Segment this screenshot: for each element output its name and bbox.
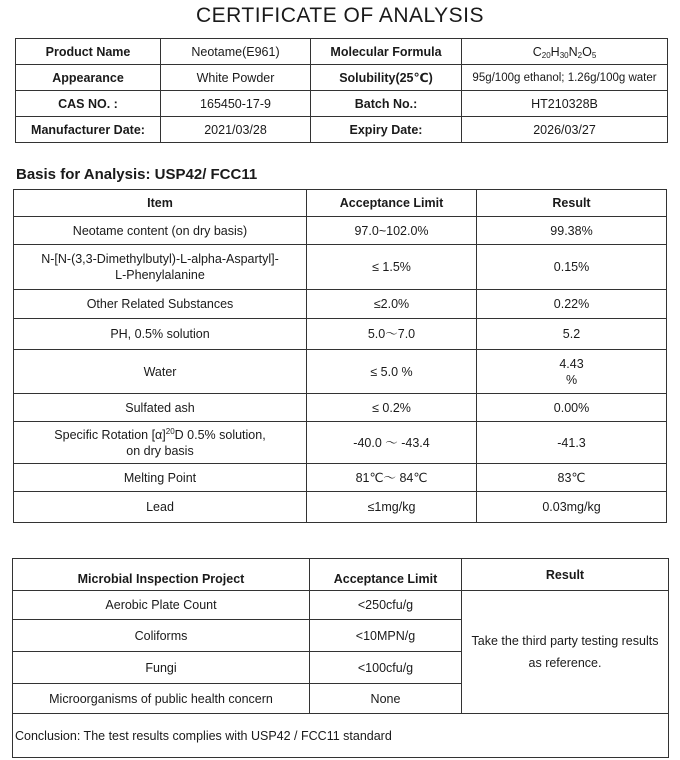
table-row (14, 464, 667, 492)
project-cell: Aerobic Plate Count (13, 591, 310, 620)
result-cell: 0.22% (477, 290, 667, 319)
item-cell (14, 245, 307, 290)
result-cell: -41.3 (477, 422, 667, 464)
microbial-result-cell (462, 591, 669, 714)
result-cell: 0.15% (477, 245, 667, 290)
manufacturer-date-value: 2021/03/28 (161, 117, 311, 143)
batch-label: Batch No.: (311, 91, 462, 117)
product-info-row (16, 65, 668, 91)
limit-cell: ≤ 5.0 % (307, 350, 477, 394)
microbial-table (12, 558, 669, 758)
product-name-value: Neotame(E961) (161, 39, 311, 65)
item-header: Item (14, 190, 307, 217)
item-line-1: N-[N-(3,3-Dimethylbutyl)-L-alpha-Aspartyl]- (41, 252, 279, 266)
cas-value: 165450-17-9 (161, 91, 311, 117)
table-row (14, 394, 667, 422)
table-row (14, 217, 667, 245)
limit-cell: ≤1mg/kg (307, 492, 477, 523)
result-line-2: % (565, 372, 578, 387)
item-post: D 0.5% solution, (174, 427, 266, 442)
limit-cell: <10MPN/g (310, 620, 462, 652)
item-line-2: on dry basis (126, 443, 194, 458)
result-cell (477, 350, 667, 394)
item-cell (14, 422, 307, 464)
result-cell: 99.38% (477, 217, 667, 245)
table-row (14, 492, 667, 523)
limit-header: Acceptance Limit (307, 190, 477, 217)
result-cell: 0.00% (477, 394, 667, 422)
limit-cell: ≤2.0% (307, 290, 477, 319)
product-info-table (15, 38, 668, 143)
conclusion-row (13, 714, 669, 758)
item-cell: Lead (14, 492, 307, 523)
result-line-1: Take the third party testing results (471, 634, 659, 648)
analysis-header-row (14, 190, 667, 217)
limit-cell: 81℃～ 84℃ (307, 464, 477, 492)
manufacturer-date-label: Manufacturer Date: (16, 117, 161, 143)
formula-n-count: 2 (577, 50, 583, 60)
limit-cell: None (310, 684, 462, 714)
result-header: Result (462, 559, 669, 591)
table-row (14, 422, 667, 464)
expiry-date-label: Expiry Date: (311, 117, 462, 143)
limit-cell: -40.0 ～ -43.4 (307, 422, 477, 464)
result-cell: 83℃ (477, 464, 667, 492)
table-row (14, 290, 667, 319)
product-info-row (16, 39, 668, 65)
product-info-row (16, 117, 668, 143)
formula-h: H (550, 44, 560, 59)
appearance-label: Appearance (16, 65, 161, 91)
item-pre: Specific Rotation [α] (54, 427, 166, 442)
solubility-label: Solubility(25℃) (311, 65, 462, 91)
result-cell: 0.03mg/kg (477, 492, 667, 523)
limit-cell: 97.0~102.0% (307, 217, 477, 245)
microbial-header-row (13, 559, 669, 591)
item-cell: Melting Point (14, 464, 307, 492)
limit-cell: <100cfu/g (310, 652, 462, 684)
item-line-2: L-Phenylalanine (115, 268, 205, 282)
formula-o-count: 5 (591, 50, 597, 60)
formula-o: O (582, 44, 592, 59)
limit-cell: 5.0～7.0 (307, 319, 477, 350)
table-row (14, 350, 667, 394)
result-header: Result (477, 190, 667, 217)
result-cell: 5.2 (477, 319, 667, 350)
analysis-table (13, 189, 667, 523)
cas-label: CAS NO. : (16, 91, 161, 117)
analysis-heading: Basis for Analysis: USP42/ FCC11 (16, 166, 258, 183)
item-superscript: 20 (165, 426, 175, 436)
item-cell: Other Related Substances (14, 290, 307, 319)
item-cell: Neotame content (on dry basis) (14, 217, 307, 245)
molecular-formula-label: Molecular Formula (311, 39, 462, 65)
table-row (14, 245, 667, 290)
limit-header: Acceptance Limit (310, 559, 462, 591)
project-cell: Fungi (13, 652, 310, 684)
molecular-formula-value (462, 39, 668, 65)
result-line-2: as reference. (528, 656, 602, 670)
appearance-value: White Powder (161, 65, 311, 91)
table-row (13, 591, 669, 620)
formula-c-count: 20 (541, 50, 551, 60)
project-header: Microbial Inspection Project (13, 559, 310, 591)
expiry-date-value: 2026/03/27 (462, 117, 668, 143)
project-cell: Coliforms (13, 620, 310, 652)
result-line-1: 4.43 (559, 356, 584, 371)
limit-cell: <250cfu/g (310, 591, 462, 620)
formula-n: N (568, 44, 578, 59)
document-title: CERTIFICATE OF ANALYSIS (195, 4, 485, 27)
limit-cell: ≤ 0.2% (307, 394, 477, 422)
solubility-value: 95g/100g ethanol; 1.26g/100g water (462, 65, 668, 91)
conclusion-text: Conclusion: The test results complies with USP42 / FCC11 standard (13, 714, 669, 758)
item-line-1 (17, 427, 303, 443)
product-name-label: Product Name (16, 39, 161, 65)
item-cell: Sulfated ash (14, 394, 307, 422)
table-row (14, 319, 667, 350)
batch-value: HT210328B (462, 91, 668, 117)
formula-c: C (532, 44, 542, 59)
project-cell: Microorganisms of public health concern (13, 684, 310, 714)
item-cell: Water (14, 350, 307, 394)
product-info-row (16, 91, 668, 117)
item-cell: PH, 0.5% solution (14, 319, 307, 350)
limit-cell: ≤ 1.5% (307, 245, 477, 290)
formula-h-count: 30 (559, 50, 569, 60)
